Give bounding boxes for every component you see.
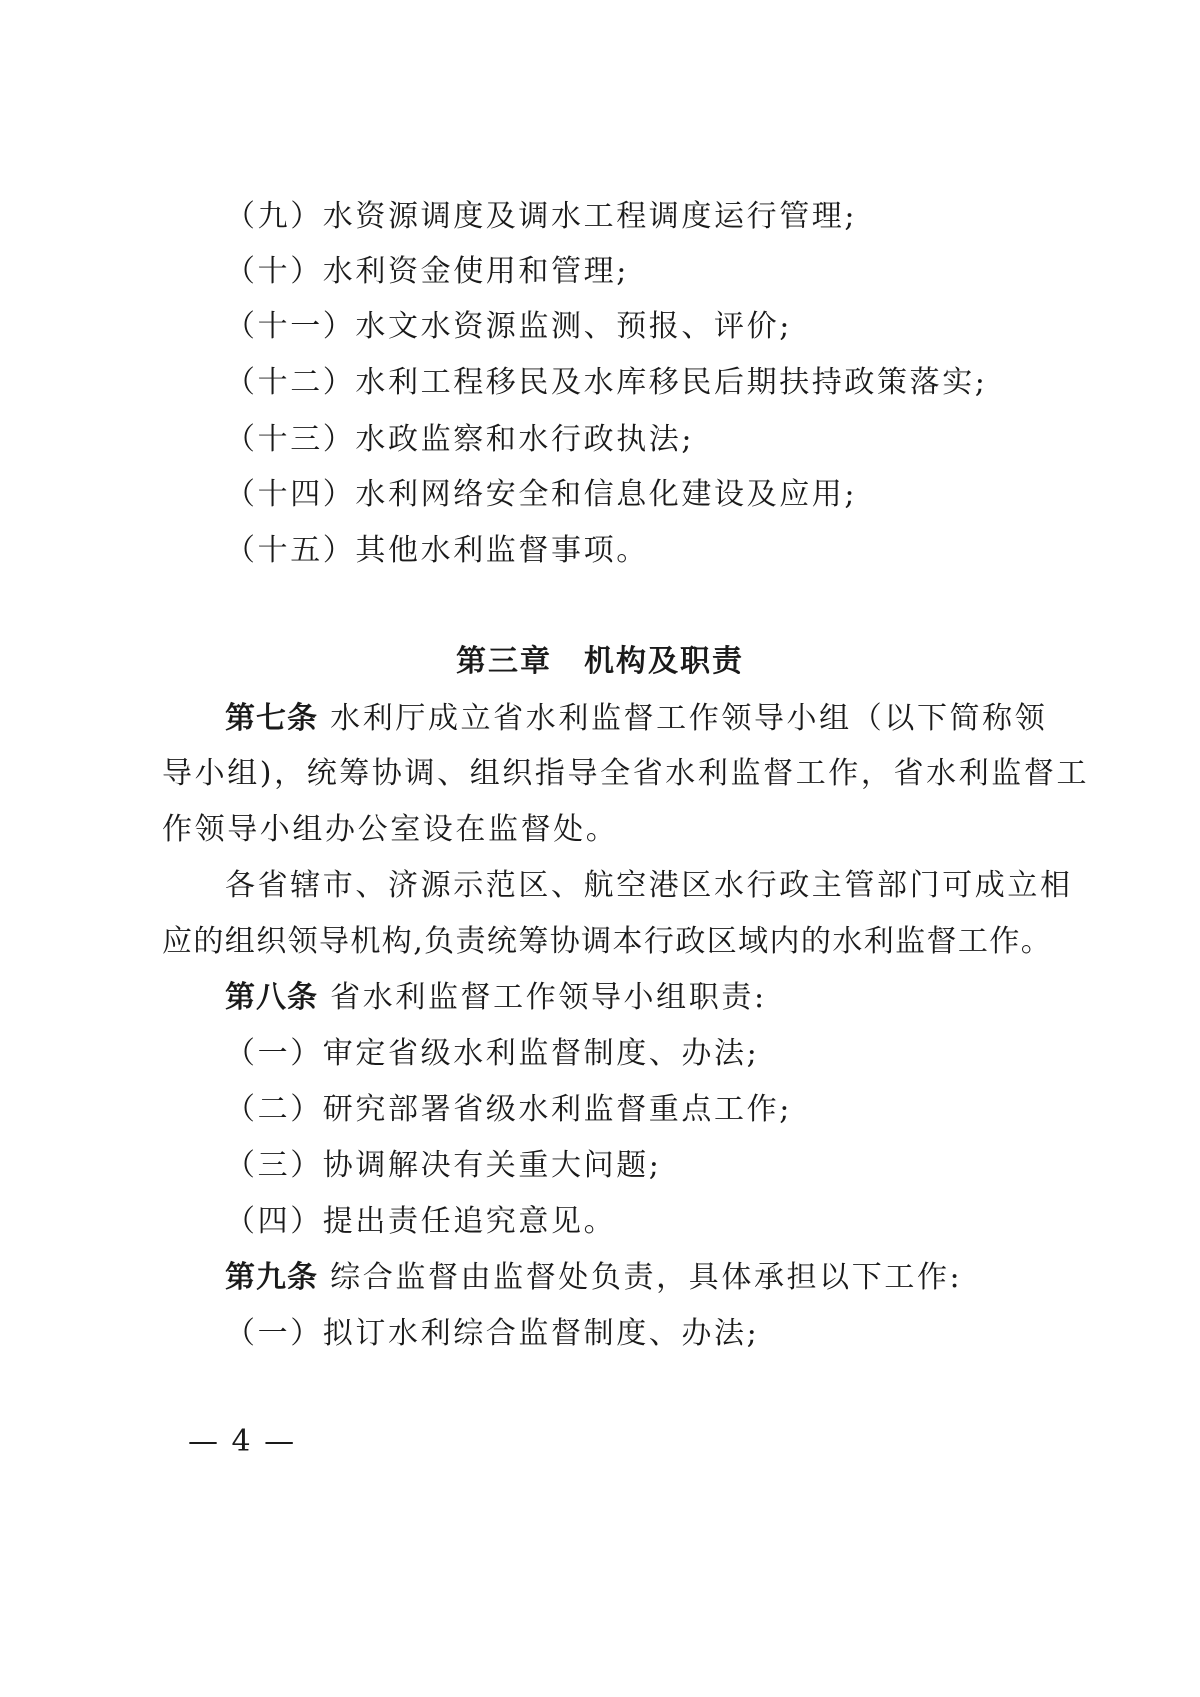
article-8-item: （二）研究部署省级水利监督重点工作; — [225, 1092, 792, 1127]
article-9-text: 综合监督由监督处负责，具体承担以下工作: — [330, 1260, 963, 1295]
article-8-item: （四）提出责任追究意见。 — [225, 1204, 617, 1239]
article-8-first-line — [225, 978, 767, 1018]
article-8-item: （三）协调解决有关重大问题; — [225, 1148, 662, 1183]
list-item: （十五）其他水利监督事项。 — [225, 533, 649, 568]
list-item: （十）水利资金使用和管理; — [225, 254, 629, 289]
article-8-label: 第八条 — [225, 980, 318, 1015]
page-number: — 4 — — [188, 1424, 297, 1459]
article-8-item: （一）审定省级水利监督制度、办法; — [225, 1036, 760, 1071]
article-7-label: 第七条 — [225, 701, 318, 736]
article-7-first-line — [225, 699, 1047, 739]
list-item: （十二）水利工程移民及水库移民后期扶持政策落实; — [225, 365, 988, 400]
article-9-label: 第九条 — [225, 1260, 318, 1295]
list-item: （九）水资源调度及调水工程调度运行管理; — [225, 199, 858, 234]
article-9-item: （一）拟订水利综合监督制度、办法; — [225, 1316, 760, 1351]
list-item: （十四）水利网络安全和信息化建设及应用; — [225, 477, 858, 512]
article-9-first-line — [225, 1258, 962, 1298]
article-7-line: 导小组)，统筹协调、组织指导全省水利监督工作，省水利监督工 — [162, 756, 1090, 791]
article-7-text: 水利厅成立省水利监督工作领导小组（以下简称领 — [330, 701, 1048, 736]
chapter-title: 第三章 机构及职责 — [456, 644, 744, 679]
list-item: （十一）水文水资源监测、预报、评价; — [225, 309, 792, 344]
list-item: （十三）水政监察和水行政执法; — [225, 422, 695, 457]
article-8-text: 省水利监督工作领导小组职责: — [330, 980, 767, 1015]
article-7-paragraph-2-line: 应的组织领导机构,负责统筹协调本行政区域内的水利监督工作。 — [162, 924, 1053, 959]
article-7-paragraph-2: 各省辖市、济源示范区、航空港区水行政主管部门可成立相 — [225, 868, 1073, 903]
article-7-line: 作领导小组办公室设在监督处。 — [162, 812, 619, 847]
